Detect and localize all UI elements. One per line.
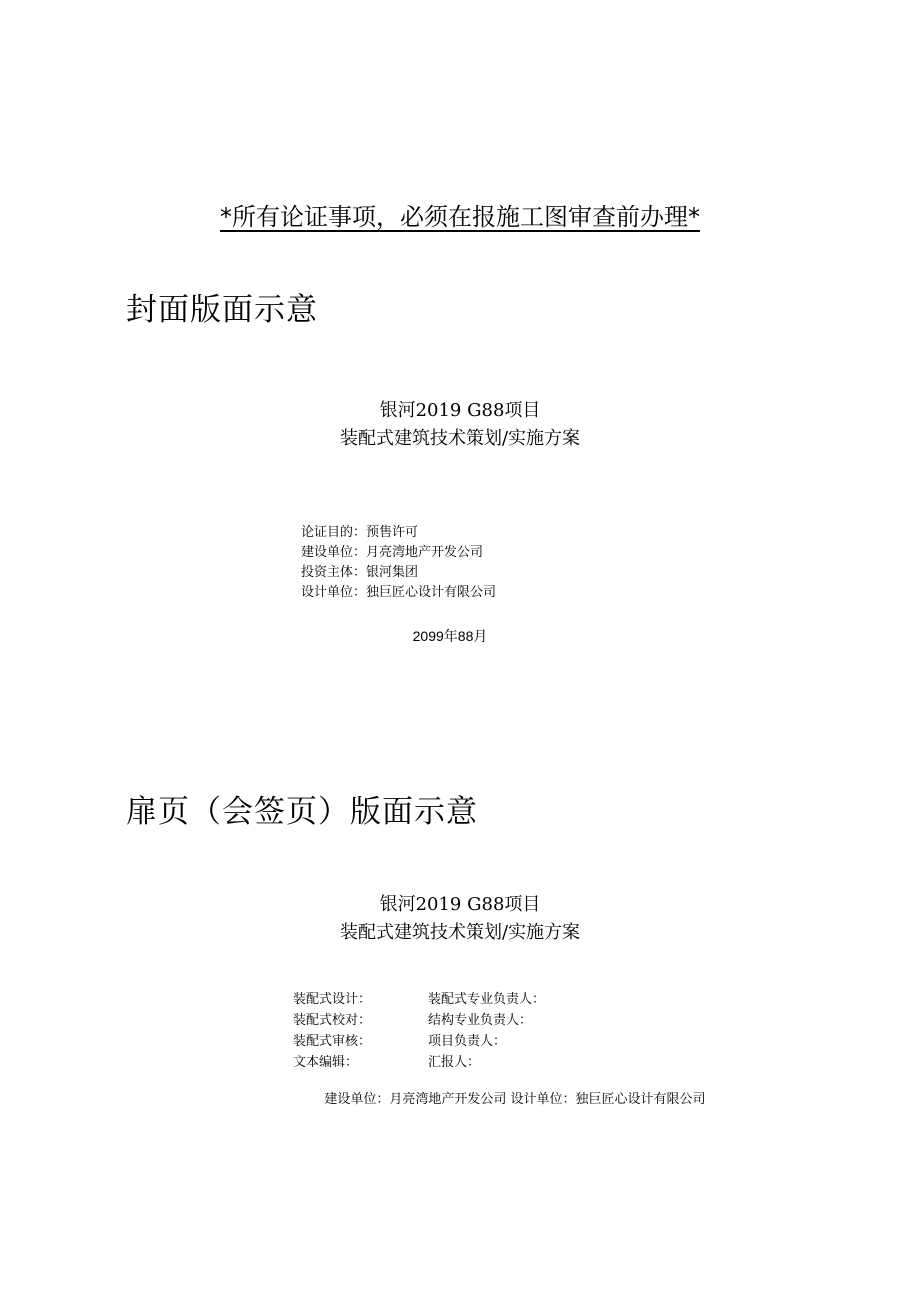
sig-review-label: 装配式审核： — [293, 1034, 372, 1049]
notice-heading: *所有论证事项，必须在报施工图审查前办理* — [220, 203, 700, 231]
cover-info-purpose: 论证目的：预售许可 — [301, 525, 419, 540]
cover-info-investor: 投资主体：银河集团 — [301, 565, 419, 580]
sig-presenter-label: 汇报人： — [428, 1055, 481, 1070]
cover-plan-title: 装配式建筑技术策划/实施方案 — [339, 428, 581, 449]
sig-design-label: 装配式设计： — [293, 992, 372, 1007]
sig-lead-label: 装配式专业负责人： — [428, 992, 546, 1007]
cover-date: 2099年88月 — [412, 628, 488, 644]
cover-project-name: 银河2019 G88项目 — [379, 400, 541, 421]
cover-info-developer: 建设单位：月亮湾地产开发公司 — [301, 545, 484, 560]
sig-editor-label: 文本编辑： — [293, 1055, 359, 1070]
signature-block — [293, 990, 545, 1072]
flyleaf-footer: 建设单位：月亮湾地产开发公司 设计单位：独巨匠心设计有限公司 — [324, 1092, 706, 1107]
sig-structure-lead-label: 结构专业负责人： — [428, 1013, 533, 1028]
cover-section-title: 封面版面示意 — [126, 292, 318, 328]
flyleaf-project-name: 银河2019 G88项目 — [379, 894, 541, 915]
cover-info-block — [301, 523, 496, 603]
sig-proofread-label: 装配式校对： — [293, 1013, 372, 1028]
flyleaf-section-title: 扉页（会签页）版面示意 — [126, 794, 478, 830]
flyleaf-plan-title: 装配式建筑技术策划/实施方案 — [339, 922, 581, 943]
cover-info-designer: 设计单位：独巨匠心设计有限公司 — [301, 585, 497, 600]
sig-project-lead-label: 项目负责人： — [428, 1034, 507, 1049]
